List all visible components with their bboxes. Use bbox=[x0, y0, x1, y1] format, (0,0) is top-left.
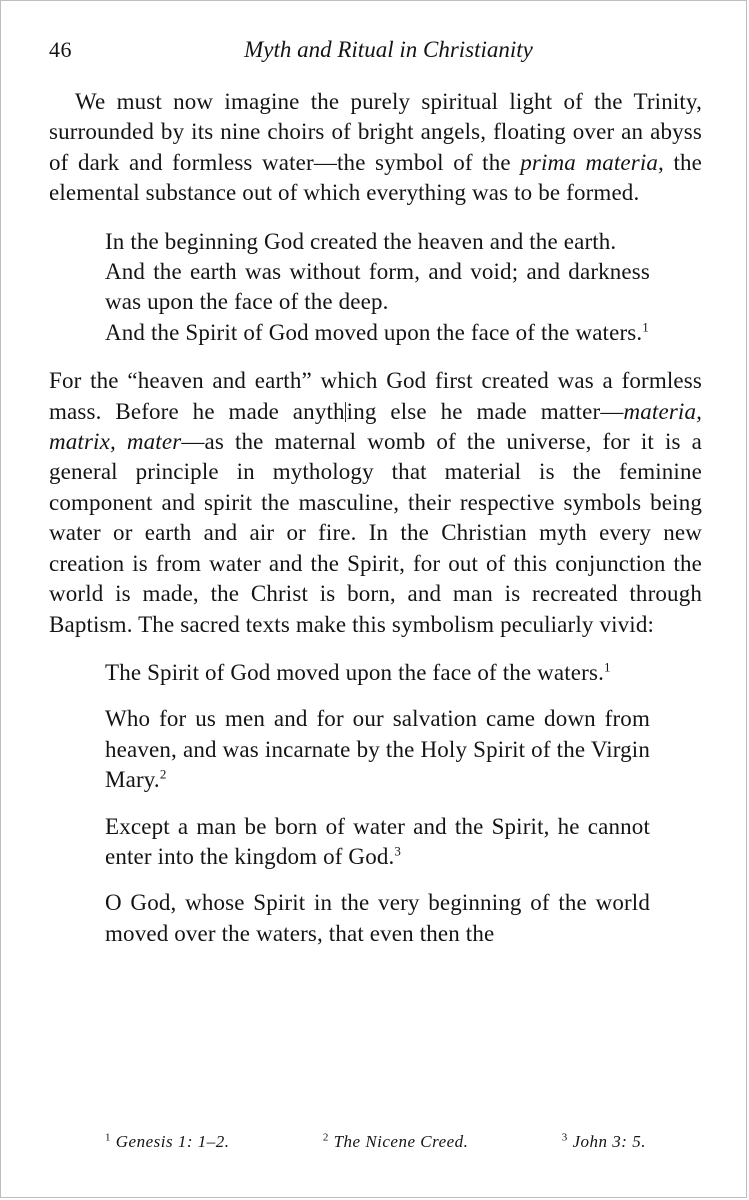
footnote-text: The Nicene Creed. bbox=[333, 1132, 469, 1151]
footnote-number: 2 bbox=[322, 1131, 329, 1144]
scripture-quote-1 bbox=[105, 227, 650, 349]
page-body bbox=[49, 87, 702, 949]
john-quote bbox=[105, 812, 650, 873]
quote-2-text: The Spirit of God moved upon the face of the waters. bbox=[105, 659, 604, 685]
paragraph-2-text-a2: ing else he made matter— bbox=[346, 398, 624, 424]
paragraph-2-text-a: For the “heaven and earth” which God first created was a formless mass. Before he made anyth bbox=[49, 368, 702, 424]
paragraph-1-text-a: We must now imagine the purely spiritual light of the Trinity, surrounded by its nine choirs of bright angels, floating over an abyss of dark and formless water—the symbol of the bbox=[49, 89, 702, 175]
paragraph-2-italic: materia, matrix, mater bbox=[49, 398, 703, 455]
quote-3-text-wrap bbox=[105, 704, 650, 795]
quote-1-line-1: In the beginning God created the heaven and the earth. bbox=[105, 228, 617, 254]
paragraph-1 bbox=[49, 87, 702, 209]
footnote-ref: 3 bbox=[394, 843, 402, 859]
paragraph-2 bbox=[49, 366, 702, 640]
paragraph-1-italic: prima materia, bbox=[520, 149, 664, 175]
paragraph-2-text-b: —as the maternal womb of the universe, for it is a general principle in mythology that material is the feminine component and spirit the masculine, their respective symbols being water or earth and air or fire. In the Christian myth every new creation is from water and the Spirit, for out of this conjunction the world is made, the Christ is born, and man is recreated through Baptism. The sacred texts make this symbolism peculiarly vivid: bbox=[49, 429, 702, 637]
footnote-ref: 2 bbox=[159, 766, 167, 782]
quote-4-text: Except a man be born of water and the Spirit, he cannot enter into the kingdom of God. bbox=[105, 813, 650, 869]
quote-2-text-wrap bbox=[105, 658, 650, 688]
paragraph-1-text-b: the elemental substance out of which everything was to be formed. bbox=[49, 149, 703, 206]
footnote-ref: 1 bbox=[642, 319, 649, 335]
footnotes bbox=[105, 1132, 646, 1152]
page-number: 46 bbox=[49, 37, 72, 62]
quote-4-text-wrap bbox=[105, 812, 650, 873]
footnote-2 bbox=[323, 1132, 469, 1152]
footnote-1 bbox=[105, 1132, 229, 1152]
quote-1-line-3-wrap bbox=[105, 318, 650, 348]
quote-5-text: O God, whose Spirit in the very beginning of the world moved over the waters, that even then the bbox=[105, 890, 650, 946]
creed-quote bbox=[105, 704, 650, 795]
quote-1-line-3: And the Spirit of God moved upon the face of the waters. bbox=[105, 319, 643, 345]
prayer-quote bbox=[105, 888, 650, 949]
footnote-ref: 1 bbox=[603, 659, 611, 675]
footnote-number: 1 bbox=[105, 1131, 111, 1144]
quote-3-text: Who for us men and for our salvation came down from heaven, and was incarnate by the Holy Spirit of the Virgin Mary. bbox=[105, 706, 650, 793]
running-title: Myth and Ritual in Christianity bbox=[244, 37, 533, 62]
footnote-text: Genesis 1: 1–2. bbox=[115, 1132, 230, 1151]
page-header bbox=[49, 37, 698, 67]
footnote-number: 3 bbox=[561, 1131, 568, 1144]
footnote-3 bbox=[562, 1132, 646, 1152]
footnote-text: John 3: 5. bbox=[572, 1132, 646, 1151]
quote-1-line-2: And the earth was without form, and void; and darkness was upon the face of the deep. bbox=[105, 259, 650, 315]
scripture-quote-2 bbox=[105, 658, 650, 688]
